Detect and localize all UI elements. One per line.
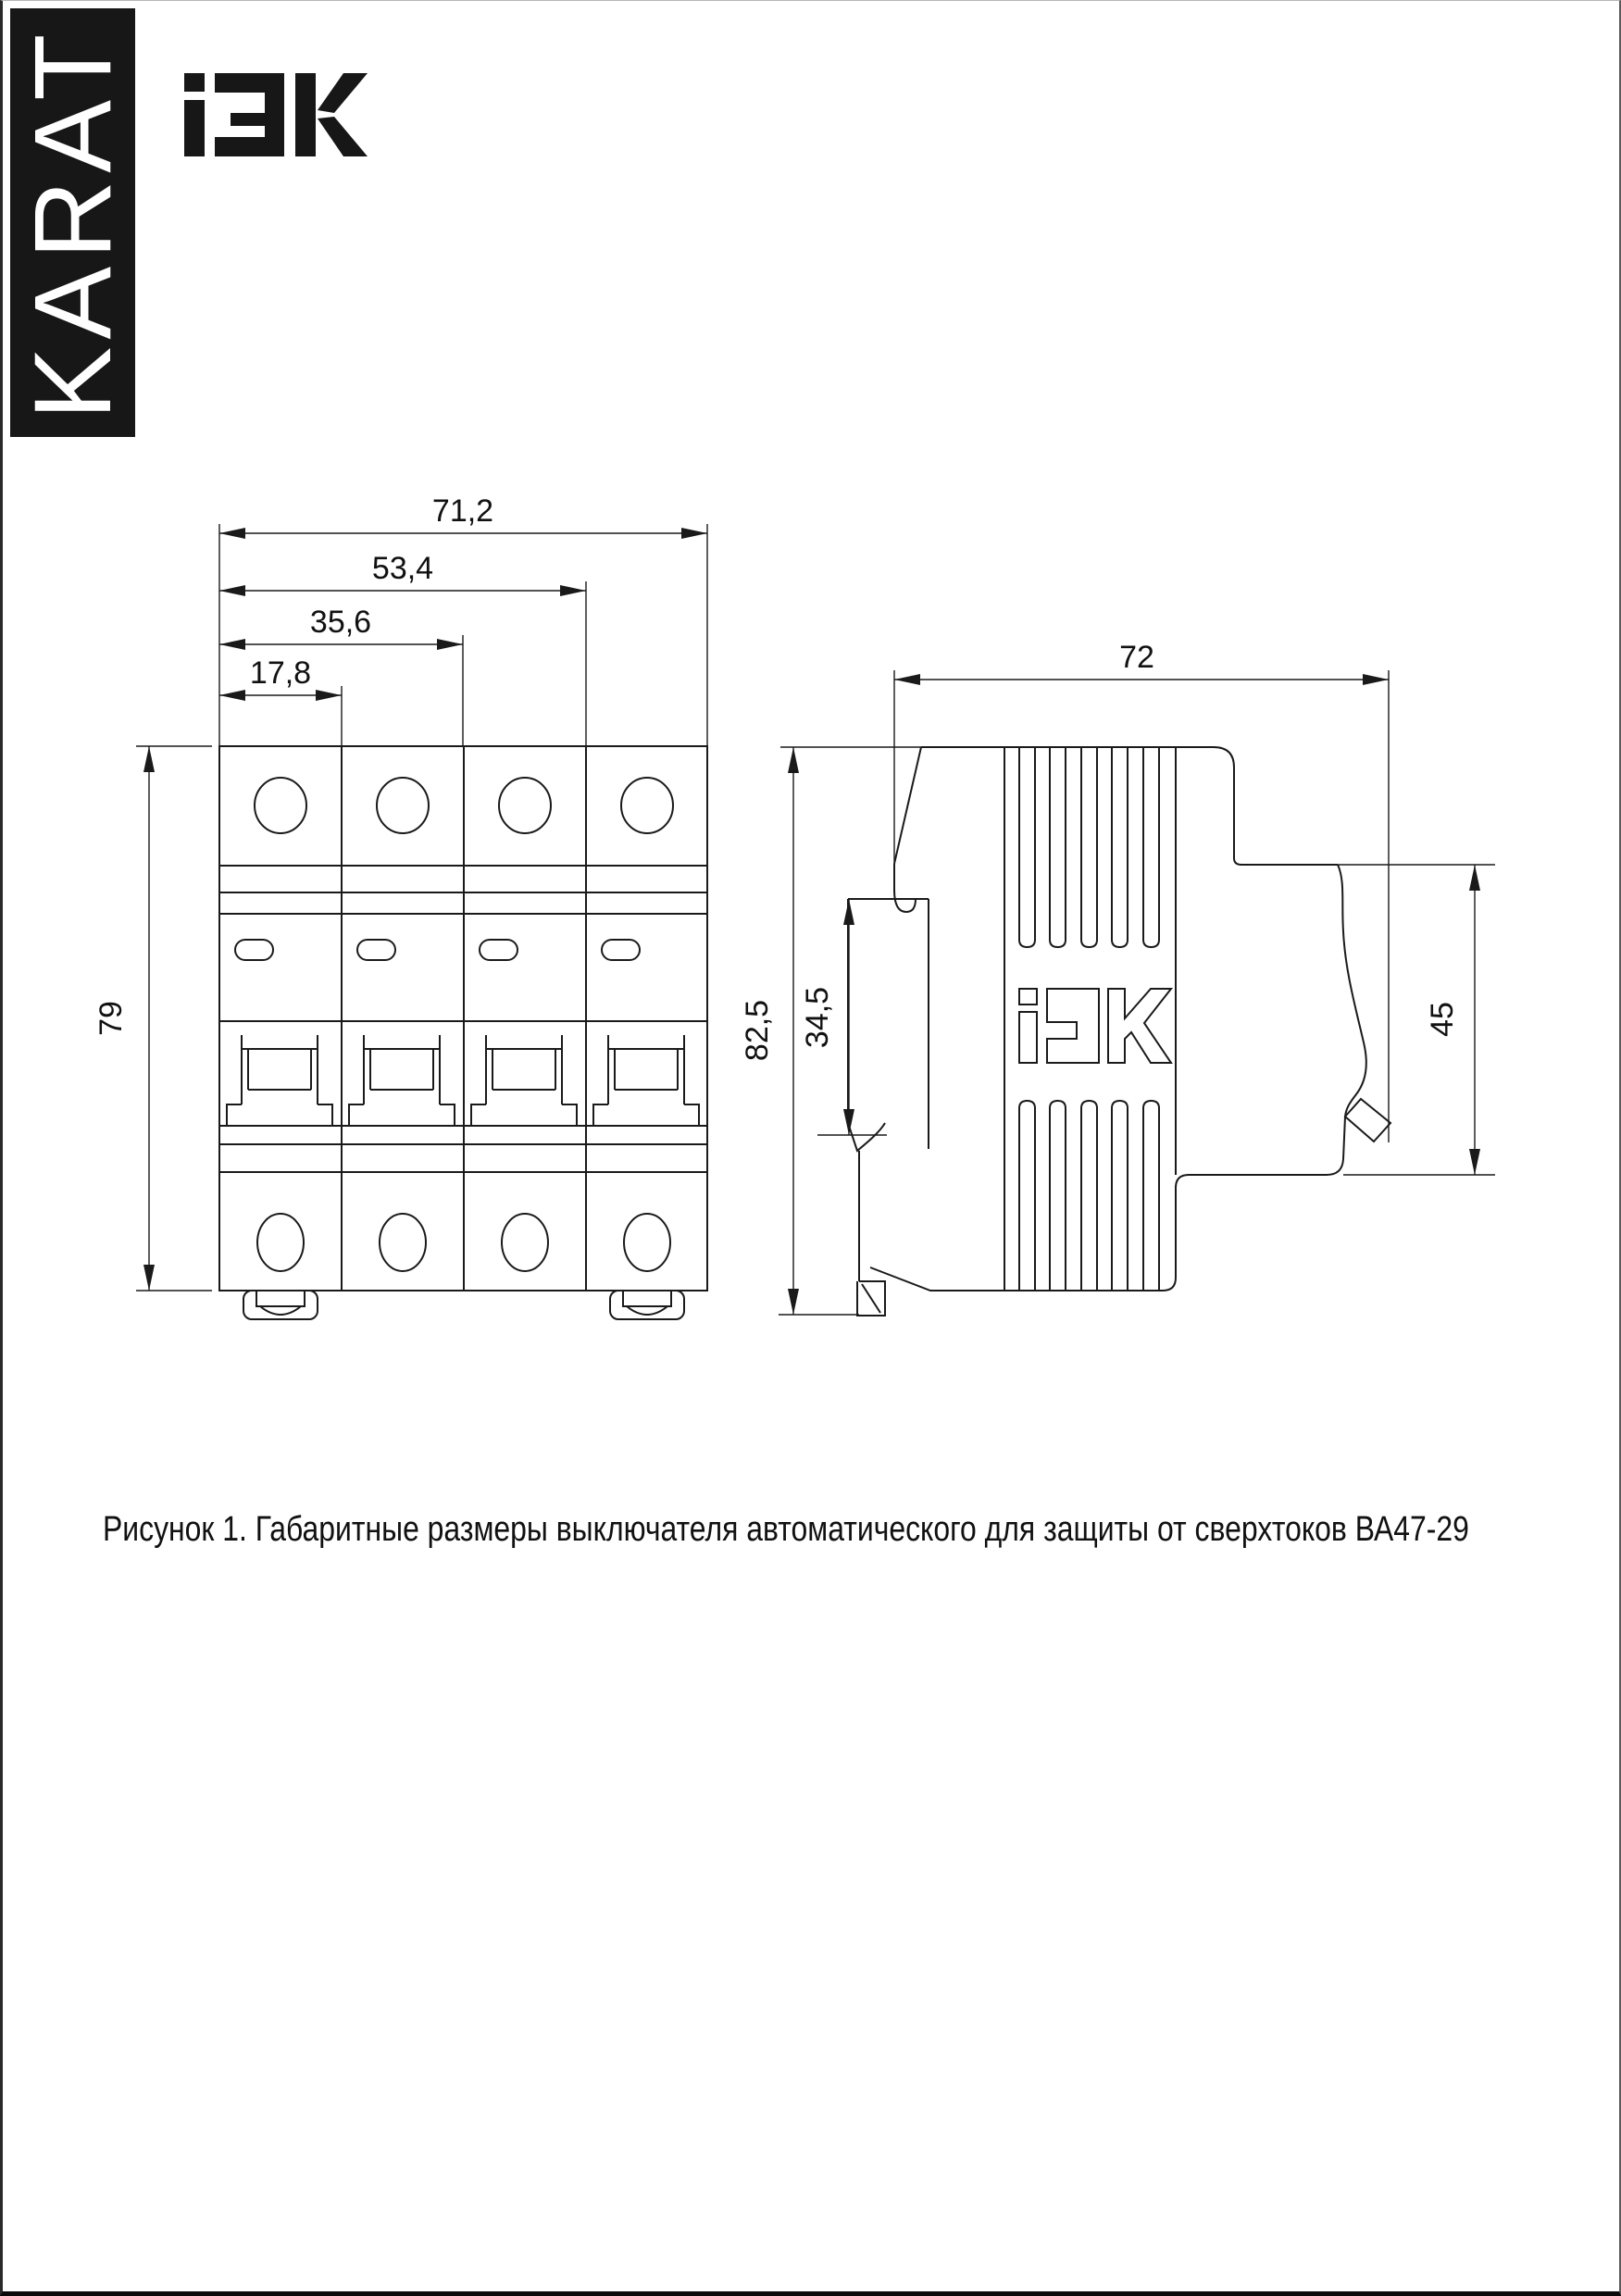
dim-width-two: 35,6: [309, 605, 372, 640]
din-clip-tabs: [243, 1291, 684, 1319]
dim-front-height: 45: [1425, 1002, 1460, 1037]
dim-width-total: 71,2: [431, 493, 494, 529]
dim-side-height: 82,5: [740, 999, 775, 1062]
marking-windows: [235, 940, 640, 960]
vent-slots-bottom: [1019, 1101, 1159, 1291]
dim-depth: 72: [1119, 640, 1154, 675]
dim-width-three: 53,4: [371, 551, 434, 586]
dim-rail-recess: 34,5: [800, 986, 835, 1049]
dim-width-one: 17,8: [249, 655, 312, 691]
front-view: [219, 746, 707, 1319]
iek-embossed-logo: [1019, 989, 1171, 1063]
technical-drawing: [3, 1, 1621, 2296]
dim-height: 79: [94, 1001, 129, 1036]
side-view: [848, 747, 1390, 1316]
figure-caption: Рисунок 1. Габаритные размеры выключателя автоматического для защиты от сверхтоков ВА47-29: [103, 1510, 1469, 1549]
vent-slots-top: [1019, 747, 1159, 947]
karat-label: KARAT: [11, 26, 134, 419]
side-view-dimensions: [740, 640, 1495, 1315]
iek-logo: [184, 73, 368, 156]
